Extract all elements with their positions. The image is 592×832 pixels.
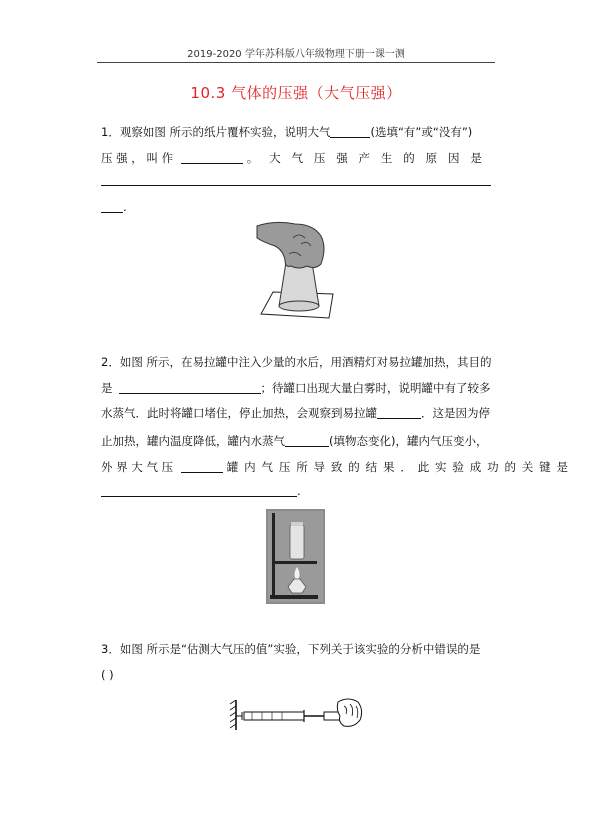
q2-line-1: 2．如图 所示，在易拉罐中注入少量的水后，用酒精灯对易拉罐加热，其目的 bbox=[101, 355, 492, 369]
syringe-figure bbox=[228, 694, 366, 732]
q2-line-3 bbox=[101, 405, 490, 421]
cup-paper-figure bbox=[255, 218, 337, 320]
q2-blank-4[interactable] bbox=[181, 460, 223, 473]
q2-text-a: 是 bbox=[101, 381, 113, 395]
q2-line-2 bbox=[101, 380, 491, 396]
q2-line-6 bbox=[101, 484, 301, 498]
q2-line-4 bbox=[101, 433, 487, 449]
q2-line-5 bbox=[101, 459, 569, 475]
q2-blank-1[interactable] bbox=[119, 381, 261, 394]
can-heating-figure bbox=[266, 509, 325, 604]
q1-blank-2[interactable] bbox=[181, 151, 243, 164]
q2-text-b: ；待罐口出现大量白雾时，说明罐中有了较多 bbox=[260, 381, 491, 395]
q2-text-c: 水蒸气．此时将罐口堵住，停止加热，会观察到易拉罐 bbox=[101, 406, 377, 420]
q2-tail: . bbox=[297, 484, 301, 498]
q3-line-1: 3．如图 所示是“估测大气压的值”实验，下列关于该实验的分析中错误的是 bbox=[101, 642, 481, 656]
q1-line-4 bbox=[101, 200, 127, 214]
q1-line-2 bbox=[101, 150, 485, 166]
q2-blank-3[interactable] bbox=[285, 434, 329, 447]
q1-text-a: 1．观察如图 所示的纸片覆杯实验，说明大气 bbox=[101, 125, 331, 139]
q1-blank-3[interactable] bbox=[101, 200, 123, 213]
q1-text-c: 压 强 ， 叫 作 bbox=[101, 151, 174, 165]
q1-blank-1[interactable] bbox=[330, 125, 370, 138]
q2-text-h: 罐 内 气 压 所 导 致 的 结 果 ． 此 实 验 成 功 的 关 键 是 bbox=[226, 460, 570, 474]
q1-line-1 bbox=[101, 124, 472, 140]
q1-text-b: (选填“有”或“没有”) bbox=[370, 125, 473, 139]
page-header: 2019-2020 学年苏科版八年级物理下册一课一测 bbox=[187, 49, 405, 60]
q2-text-d: ．这是因为停 bbox=[421, 406, 490, 420]
q2-text-g: 外 界 大 气 压 bbox=[101, 460, 174, 474]
q1-answer-line[interactable] bbox=[101, 185, 491, 186]
page-title: 10.3 气体的压强（大气压强） bbox=[190, 84, 402, 102]
q2-text-f: (填物态变化)，罐内气压变小， bbox=[329, 434, 488, 448]
header-rule bbox=[97, 62, 495, 63]
q2-blank-5[interactable] bbox=[101, 484, 297, 497]
q1-text-d: 。 大 气 压 强 产 生 的 原 因 是 bbox=[246, 151, 486, 165]
q3-line-2: ( ) bbox=[101, 668, 114, 682]
q1-tail: . bbox=[123, 200, 127, 214]
q2-text-e: 止加热，罐内温度降低，罐内水蒸气 bbox=[101, 434, 285, 448]
q2-blank-2[interactable] bbox=[377, 406, 421, 419]
